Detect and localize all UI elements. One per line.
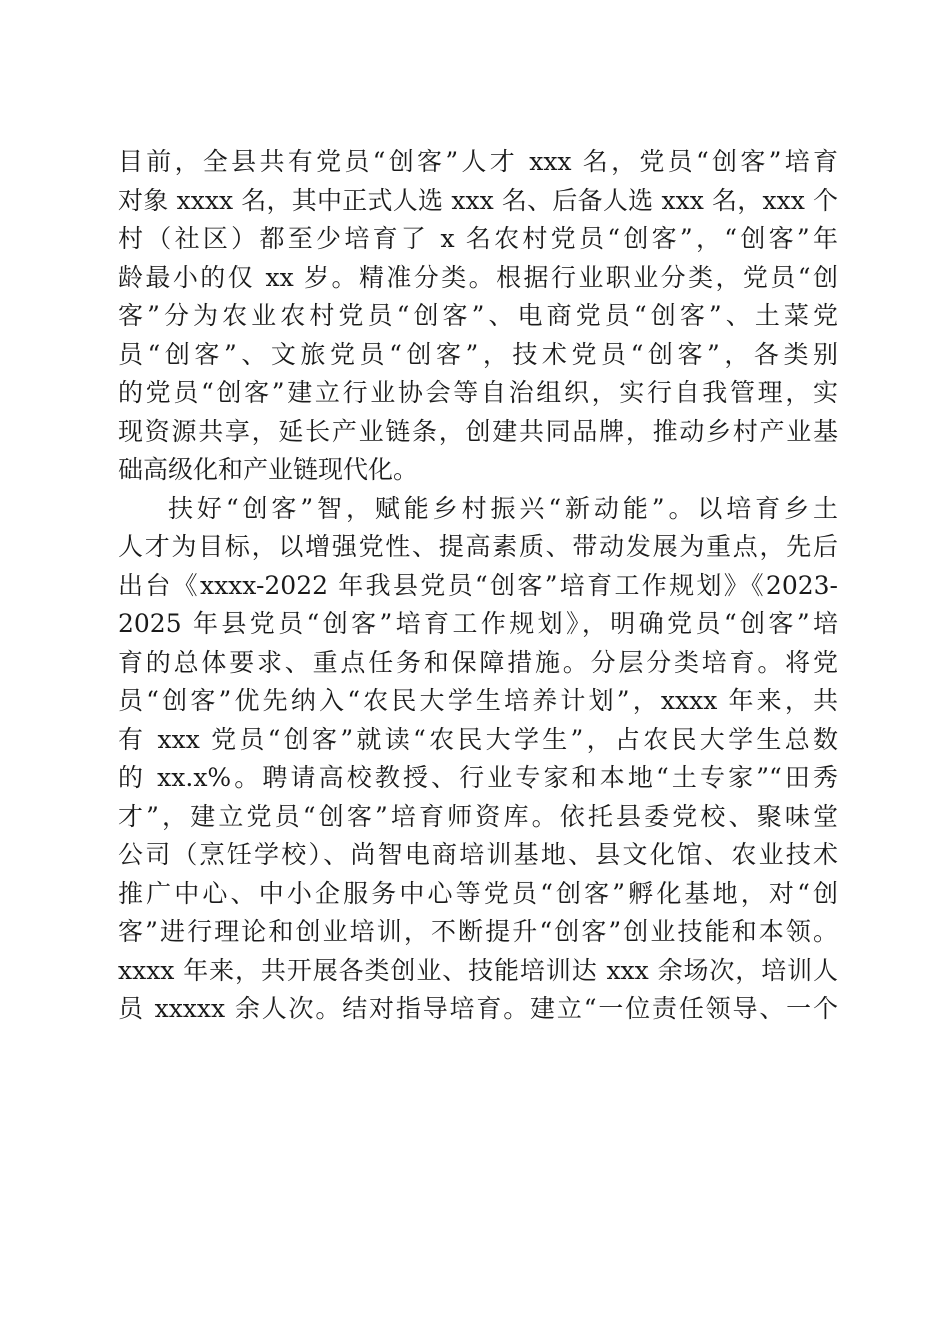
text-line: 推广中心、中小企服务中心等党员“创客”孵化基地，对“创 [118, 878, 838, 908]
text-line: 的 xx.x%。聘请高校教授、行业专家和本地“土专家”“田秀 [118, 763, 838, 792]
text-line: 2025 年县党员“创客”培育工作规划》，明确党员“创客”培 [118, 609, 838, 638]
text-line: 村（社区）都至少培育了 x 名农村党员“创客”，“创客”年 [118, 224, 838, 253]
text-line: 育的总体要求、重点任务和保障措施。分层分类培育。将党 [118, 647, 838, 677]
text-line: 客”进行理论和创业培训，不断提升“创客”创业技能和本领。 [118, 917, 838, 946]
text-line: 人才为目标，以增强党性、提高素质、带动发展为重点，先后 [118, 532, 838, 561]
text-line: 扶好“创客”智，赋能乡村振兴“新动能”。以培育乡土 [168, 493, 838, 523]
text-line: 员“创客”、文旅党员“创客”，技术党员“创客”，各类别 [118, 339, 838, 369]
text-line: 龄最小的仅 xx 岁。精准分类。根据行业职业分类，党员“创 [118, 262, 838, 292]
text-line: 员 xxxxx 余人次。结对指导培育。建立“一位责任领导、一个 [118, 994, 838, 1023]
body-text [118, 143, 838, 1029]
text-line: 才”，建立党员“创客”培育师资库。依托县委党校、聚味堂 [118, 801, 838, 831]
text-line: 的党员“创客”建立行业协会等自治组织，实行自我管理，实 [118, 378, 838, 407]
text-line: 员“创客”优先纳入“农民大学生培养计划”，xxxx 年来，共 [118, 686, 838, 715]
text-line: 客”分为农业农村党员“创客”、电商党员“创客”、土菜党 [118, 301, 838, 330]
paragraph-1 [118, 143, 838, 490]
text-line: 出台《xxxx-2022 年我县党员“创客”培育工作规划》《2023- [118, 570, 838, 600]
text-line: 有 xxx 党员“创客”就读“农民大学生”，占农民大学生总数 [118, 724, 838, 754]
paragraph-2 [118, 490, 838, 1029]
text-line: xxxx 年来，共开展各类创业、技能培训达 xxx 余场次，培训人 [118, 955, 838, 985]
text-line: 目前，全县共有党员“创客”人才 xxx 名，党员“创客”培育 [118, 147, 838, 176]
text-line: 础高级化和产业链现代化。 [118, 455, 419, 484]
text-line: 现资源共享，延长产业链条，创建共同品牌，推动乡村产业基 [118, 416, 838, 446]
text-line: 对象 xxxx 名，其中正式人选 xxx 名、后备人选 xxx 名，xxx 个 [118, 185, 838, 215]
text-line: 公司（烹饪学校）、尚智电商培训基地、县文化馆、农业技术 [118, 840, 838, 869]
